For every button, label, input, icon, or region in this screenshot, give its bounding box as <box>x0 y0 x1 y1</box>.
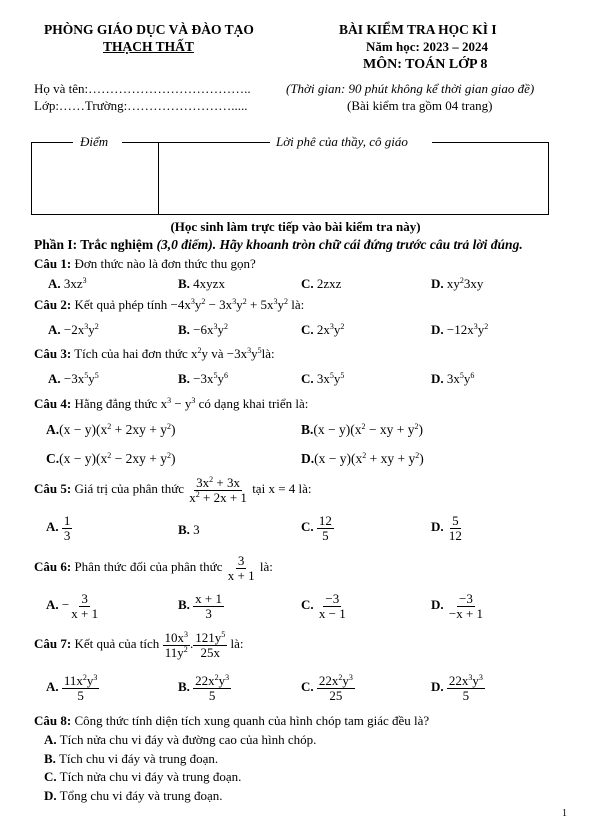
q5-text: Giá trị của phân thức <box>74 481 185 497</box>
q5-option-b[interactable] <box>178 522 200 538</box>
q8-c-letter: C. <box>44 769 57 784</box>
q8-d-letter: D. <box>44 788 57 803</box>
score-label: Điểm <box>80 134 109 149</box>
q5-option-c[interactable]: C. $\frac{12}{5}$ <box>301 513 332 543</box>
q1-d-value: xy <box>446 276 460 291</box>
page-count: (Bài kiểm tra gồm 04 trang) <box>347 98 493 113</box>
q5-label: Câu 5: <box>34 481 72 497</box>
q7-text: Kết quả của tích <box>74 636 160 652</box>
q8-b-value: Tích chu vi đáy và trung đoạn. <box>58 751 219 766</box>
q7-b-letter: B. <box>178 679 190 695</box>
question-8 <box>34 713 429 729</box>
mid-top-line <box>122 142 270 143</box>
q6-d-letter: D. <box>431 597 444 613</box>
q5-option-a[interactable]: A. $\frac{1}{3}$ <box>46 513 71 543</box>
exam-title: BÀI KIỂM TRA HỌC KÌ I <box>339 22 497 37</box>
part1-points: (3,0 điểm). <box>156 237 217 252</box>
q6-option-a[interactable]: A. − $\frac{3}{x + 1}$ <box>46 591 99 621</box>
subject-title: MÔN: TOÁN LỚP 8 <box>363 57 488 72</box>
q2-label: Câu 2: <box>34 297 72 312</box>
q6-b-letter: B. <box>178 597 190 613</box>
q7-d-letter: D. <box>431 679 444 695</box>
q3-end: là: <box>261 346 275 361</box>
school-year: Năm học: 2023 – 2024 <box>366 39 489 54</box>
q1-a-value: 3xz <box>63 276 83 291</box>
q1-c-letter: C. <box>301 276 314 291</box>
q4-b-letter: B. <box>301 422 314 437</box>
q1-option-c[interactable] <box>301 276 341 292</box>
q7-a-letter: A. <box>46 679 59 695</box>
question-7: Câu 7: Kết quả của tích $\frac{10x^3}{11y^2}$ . $\frac{121y^5}{25x}$ là: <box>34 630 244 660</box>
q8-text: Công thức tính diện tích xung quanh của hình chóp tam giác đều là? <box>74 713 430 728</box>
q1-option-a[interactable]: A. $3xz^3$ <box>48 276 87 291</box>
q8-option-a[interactable] <box>44 732 316 748</box>
q8-a-value: Tích nửa chu vi đáy và đường cao của hình chóp. <box>59 732 317 747</box>
q8-c-value: Tích nửa chu vi đáy và trung đoạn. <box>59 769 242 784</box>
q5-end2: là: <box>298 481 312 497</box>
q4-end: có dạng khai triển là: <box>198 396 309 411</box>
q4-option-c[interactable]: $C.(x - y)(x^2 - 2xy + y^2)$ <box>46 451 176 466</box>
q4-option-d[interactable]: $D.(x - y)(x^2$ + xy + $y^2$) <box>301 451 424 466</box>
q4-option-a[interactable]: $A.(x - y)(x^2 + 2xy + y^2)$ <box>46 422 176 437</box>
q4-text: Hằng đẳng thức <box>74 396 158 411</box>
q8-option-b[interactable] <box>44 751 218 767</box>
q5-fraction: $\frac{3x^2 + 3x}{x^2 + 2x + 1}$ <box>189 475 247 505</box>
part1-title: Phần I: Trắc nghiệm <box>34 237 154 252</box>
q7-fraction-1: $\frac{10x^3}{11y^2}$ <box>164 630 189 660</box>
q2-option-b[interactable]: B. $-6x^3y^2$ <box>178 322 229 337</box>
q5-c-letter: C. <box>301 519 314 535</box>
exam-time: (Thời gian: 90 phút không kể thời gian giao đề) <box>286 81 535 96</box>
q1-a-letter: A. <box>48 276 61 291</box>
q2-a-letter: A. <box>48 322 61 337</box>
q5-end: tại <box>252 481 266 497</box>
q1-c-value: 2zxz <box>316 276 342 291</box>
q8-option-d[interactable] <box>44 788 222 804</box>
q3-a-letter: A. <box>48 371 61 386</box>
q2-end: là: <box>291 297 305 312</box>
district-title: THẠCH THẤT <box>103 39 194 54</box>
part1-heading <box>34 237 523 253</box>
q8-label: Câu 8: <box>34 713 72 728</box>
q3-b-letter: B. <box>178 371 190 386</box>
q2-d-letter: D. <box>431 322 444 337</box>
q3-mid: và <box>211 346 224 361</box>
q4-identity: $x^3 - y^3$ <box>160 396 196 411</box>
comment-box <box>157 142 549 215</box>
question-1 <box>34 256 256 272</box>
q1-d-letter: D. <box>431 276 444 291</box>
q2-option-d[interactable]: D. $-12x^3y^2$ <box>431 322 489 337</box>
q1-b-value: 4xyzx <box>193 276 225 291</box>
q7-option-c[interactable]: C. $\frac{22x^2y^3}{25}$ <box>301 673 353 703</box>
q7-option-b[interactable]: B. $\frac{22x^2y^3}{5}$ <box>178 673 230 703</box>
q7-end: là: <box>230 636 244 652</box>
q6-option-d[interactable]: D. $\frac{-3}{-x + 1}$ <box>431 591 484 621</box>
q5-condition: x = 4 <box>268 481 296 497</box>
q5-a-letter: A. <box>46 519 59 535</box>
comment-top-right-line <box>432 142 549 143</box>
class-school-line: Lớp:……Trường:……………………..... <box>34 98 248 113</box>
q7-option-d[interactable]: D. $\frac{22x^3y^3}{5}$ <box>431 673 483 703</box>
comment-label: Lời phê của thầy, cô giáo <box>276 134 408 149</box>
q4-c-letter: C. <box>46 451 60 466</box>
q3-option-b[interactable]: B. $-3x^5y^6$ <box>178 371 229 386</box>
q3-option-a[interactable]: A. $-3x^5y^5$ <box>48 371 99 386</box>
page-number: 1 <box>562 808 567 819</box>
q1-option-d[interactable]: D. $xy^23xy$ <box>431 276 484 291</box>
q6-fraction: $\frac{3}{x + 1}$ <box>227 553 255 583</box>
q3-d-letter: D. <box>431 371 444 386</box>
q6-c-letter: C. <box>301 597 314 613</box>
q1-b-letter: B. <box>178 276 190 291</box>
score-box <box>31 142 159 215</box>
q3-monomial-1: $x^2y$ <box>191 346 209 361</box>
q2-option-c[interactable]: C. $2x^3y^2$ <box>301 322 345 337</box>
q4-d-letter: D. <box>301 451 315 466</box>
q6-end: là: <box>259 559 273 575</box>
q1-label: Câu 1: <box>34 256 72 271</box>
q4-label: Câu 4: <box>34 396 72 411</box>
q4-a-letter: A. <box>46 422 60 437</box>
q6-option-c[interactable]: C. $\frac{-3}{x - 1}$ <box>301 591 346 621</box>
q7-fraction-2: $\frac{121y^5}{25x}$ <box>195 630 226 660</box>
q6-text: Phân thức đối của phân thức <box>74 559 223 575</box>
part1-instruction: Hãy khoanh tròn chữ cái đứng trước câu trả lời đúng. <box>219 237 523 252</box>
question-2 <box>34 297 304 313</box>
q3-text: Tích của hai đơn thức <box>74 346 188 361</box>
q4-option-b[interactable]: $B.(x - y)(x^2$ − xy + $y^2$) <box>301 422 423 437</box>
q2-text: Kết quả phép tính <box>74 297 168 312</box>
question-6 <box>34 554 273 582</box>
q3-c-letter: C. <box>301 371 314 386</box>
work-instruction: (Học sinh làm trực tiếp vào bài kiểm tra này) <box>170 219 421 234</box>
q6-option-b[interactable]: B. $\frac{x + 1}{3}$ <box>178 591 223 621</box>
q8-a-letter: A. <box>44 732 57 747</box>
q8-b-letter: B. <box>44 751 56 766</box>
student-name-line: Họ và tên:……………………………….. <box>34 81 251 96</box>
question-5 <box>34 476 312 504</box>
question-3 <box>34 346 275 362</box>
q1-d-tail: 3xy <box>463 276 484 291</box>
q5-b-letter: B. <box>178 522 190 537</box>
q2-expression: $-4x^3y^2 - 3x^3y^2 + 5x^3y^2$ <box>170 297 289 312</box>
q5-option-d[interactable]: D. $\frac{5}{12}$ <box>431 513 462 543</box>
q3-option-d[interactable]: D. $3x^5y^6$ <box>431 371 475 386</box>
question-4 <box>34 396 308 412</box>
q7-c-letter: C. <box>301 679 314 695</box>
q7-option-a[interactable]: A. $\frac{11x^2y^3}{5}$ <box>46 673 98 703</box>
q2-c-letter: C. <box>301 322 314 337</box>
q8-d-value: Tổng chu vi đáy và trung đoạn. <box>59 788 223 803</box>
q3-option-c[interactable]: C. $3x^5y^5$ <box>301 371 345 386</box>
q3-label: Câu 3: <box>34 346 72 361</box>
q1-text: Đơn thức nào là đơn thức thu gọn? <box>74 256 256 271</box>
department-title: PHÒNG GIÁO DỤC VÀ ĐÀO TẠO <box>44 22 254 37</box>
score-top-left-line <box>31 142 73 143</box>
q1-option-b[interactable] <box>178 276 225 292</box>
q6-a-letter: A. <box>46 597 59 613</box>
q2-b-letter: B. <box>178 322 190 337</box>
q7-label: Câu 7: <box>34 636 72 652</box>
q5-d-letter: D. <box>431 519 444 535</box>
q8-option-c[interactable] <box>44 769 241 785</box>
q3-monomial-2: $-3x^3y^5$ <box>226 346 262 361</box>
q6-label: Câu 6: <box>34 559 72 575</box>
q5-b-value: 3 <box>193 522 200 537</box>
q2-option-a[interactable]: A. $-2x^3y^2$ <box>48 322 99 337</box>
